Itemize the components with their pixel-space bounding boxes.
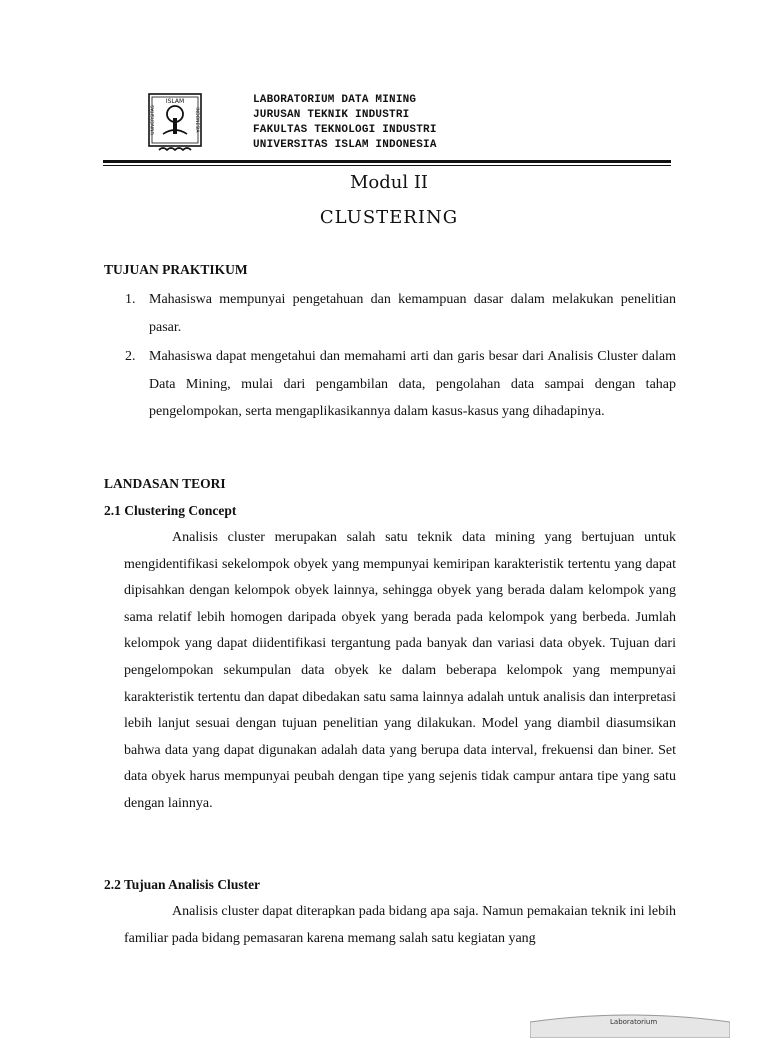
list-text: Mahasiswa mempunyai pengetahuan dan kemampuan dasar dalam melakukan penelitian pasar.	[149, 292, 676, 335]
header-line-department: JURUSAN TEKNIK INDUSTRI	[253, 109, 410, 121]
svg-text:Laboratorium: Laboratorium	[610, 1018, 658, 1026]
letterhead	[145, 88, 675, 158]
module-topic: CLUSTERING	[319, 207, 459, 228]
list-number: 1.	[125, 292, 136, 307]
subsection-heading-clustering-concept: 2.1 Clustering Concept	[104, 503, 237, 518]
list-number: 2.	[125, 349, 136, 364]
section-heading-tujuan: TUJUAN PRAKTIKUM	[104, 262, 248, 277]
subsection-heading-tujuan-analisis: 2.2 Tujuan Analisis Cluster	[104, 877, 261, 892]
header-divider-thick	[103, 160, 671, 163]
paragraph-clustering-concept: Analisis cluster merupakan salah satu teknik data mining yang bertujuan untuk mengidentifikasi sekelompok obyek yang mempunyai kemiripan karakteristik tertentu yang dapat dipisahkan dengan kelompok obyek lainnya, sehingga obyek yang berada dalam kelompok yang sama relatif lebih homogen daripada obyek yang berada pada kelompok yang berbeda. Jumlah kelompok yang dapat diidentifikasi tergantung pada banyak dan variasi data obyek. Tujuan dari pengelompokan sekumpulan data obyek ke dalam beberapa kelompok yang mempunyai karakteristik tertentu dan dapat dibedakan satu sama lainnya adalah untuk analisis dan interpretasi lebih lanjut sesuai dengan tujuan penelitian yang dilakukan. Model yang diambil diasumsikan bahwa data yang dapat digunakan adalah data yang berupa data interval, frekuensi dan biner. Set data obyek harus mempunyai peubah dengan tipe yang sejenis tidak campur antara tipe yang satu dengan lainnya.	[124, 530, 676, 811]
svg-text:ISLAM: ISLAM	[165, 98, 185, 105]
header-divider-thin	[103, 165, 671, 166]
institution-lines	[253, 93, 437, 153]
header-line-lab: LABORATORIUM DATA MINING	[253, 94, 417, 106]
university-logo-icon	[145, 90, 205, 156]
paragraph-tujuan-analisis: Analisis cluster dapat diterapkan pada bidang apa saja. Namun pemakaian teknik ini lebih familiar pada bidang pemasaran karena memang salah satu kegiatan yang	[124, 904, 676, 946]
list-item	[104, 343, 676, 426]
list-item	[104, 286, 676, 341]
list-text: Mahasiswa dapat mengetahui dan memahami arti dan garis besar dari Analisis Cluster dalam Data Mining, mulai dari pengambilan data, pengolahan data sampai dengan tahap pengelompokan, serta mengaplikasikannya dalam kasus-kasus yang dihadapinya.	[149, 349, 676, 419]
svg-text:UNIVERSITAS: UNIVERSITAS	[151, 105, 156, 135]
module-title: Modul II	[349, 172, 429, 193]
section-heading-landasan: LANDASAN TEORI	[104, 476, 226, 491]
header-line-university: UNIVERSITAS ISLAM INDONESIA	[253, 139, 437, 151]
header-line-faculty: FAKULTAS TEKNOLOGI INDUSTRI	[253, 124, 437, 136]
objectives-list	[104, 286, 676, 426]
svg-text:INDONESIA: INDONESIA	[194, 107, 199, 133]
footer-lab-badge	[530, 1008, 730, 1038]
